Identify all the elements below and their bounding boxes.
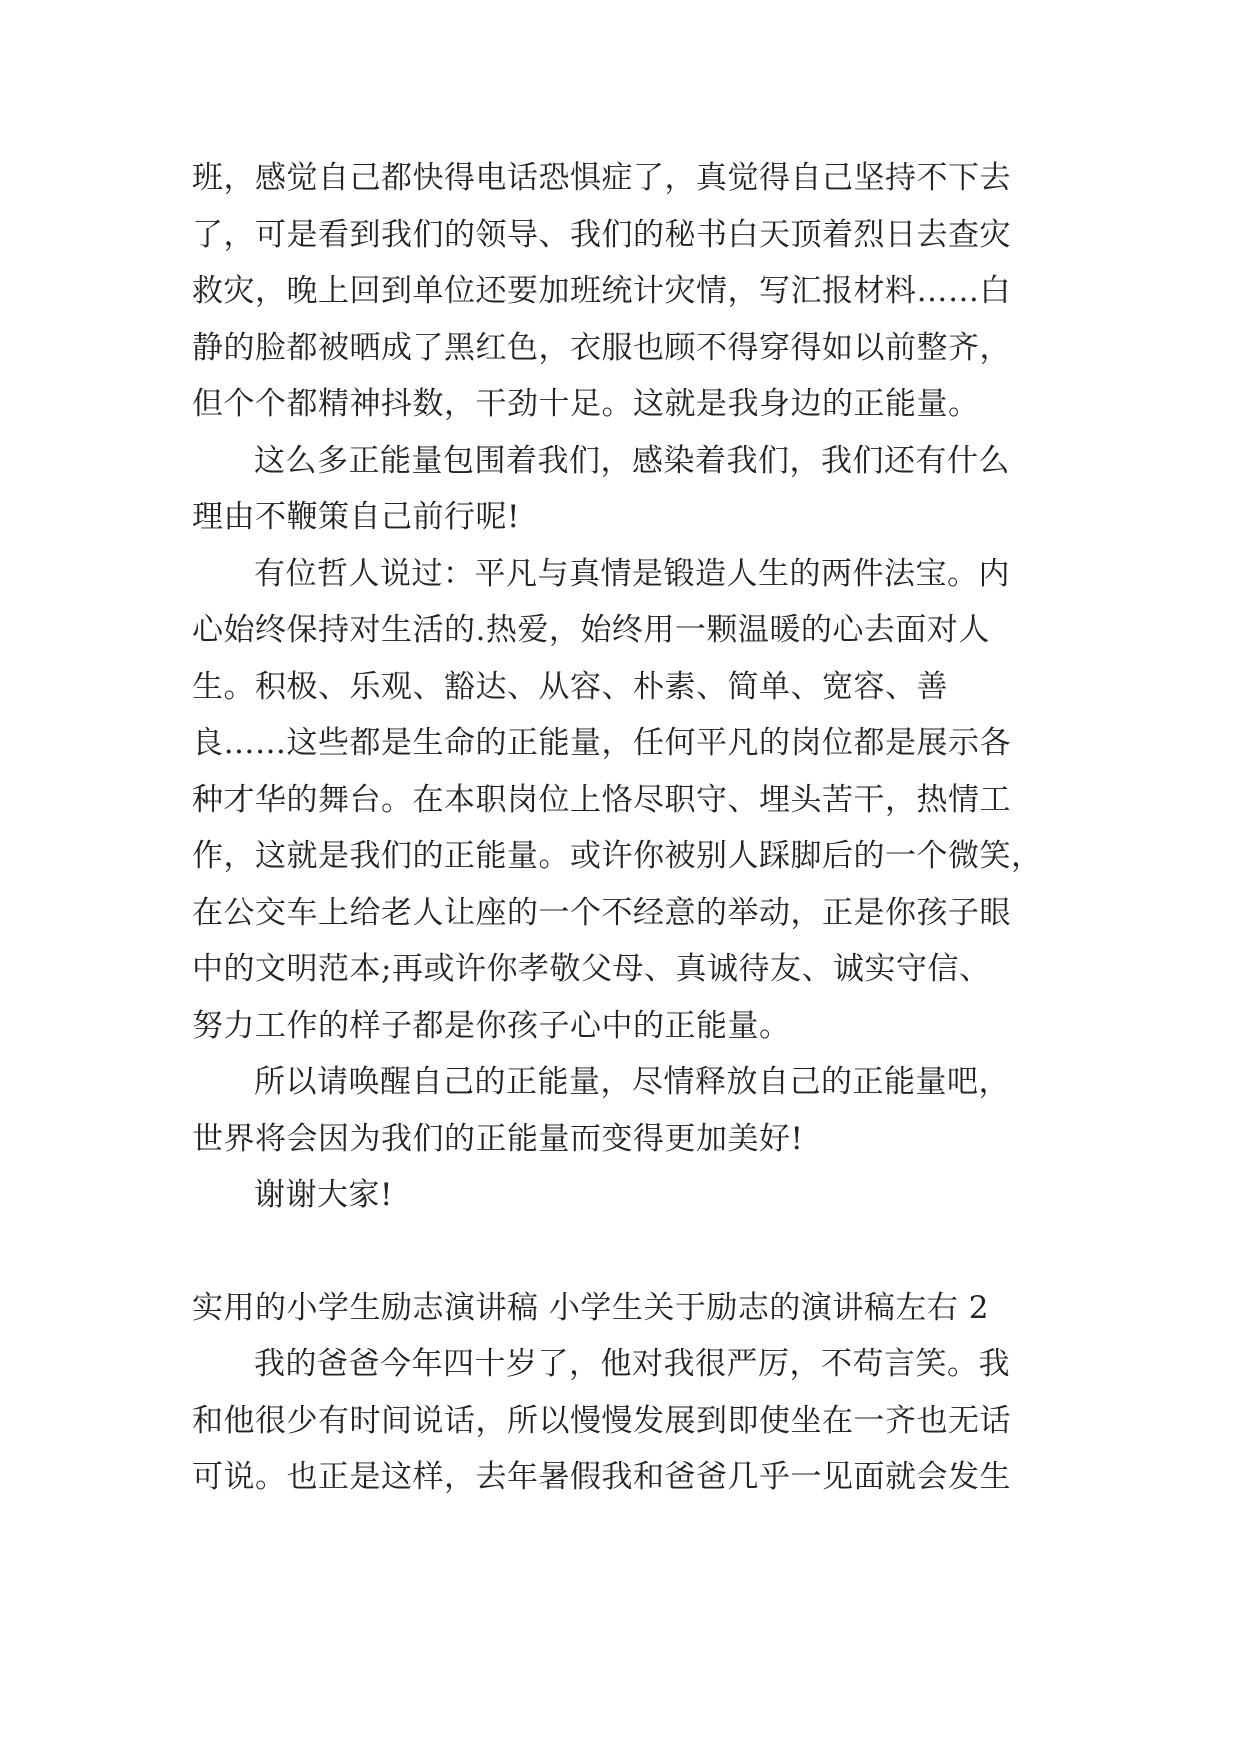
text-line: 在公交车上给老人让座的一个不经意的举动，正是你孩子眼	[192, 894, 1011, 931]
text-line: 但个个都精神抖数，干劲十足。这就是我身边的正能量。	[192, 386, 980, 422]
text-line: 作，这就是我们的正能量。或许你被别人踩脚后的一个微笑，	[192, 838, 1043, 874]
paragraph-awaken	[192, 1054, 1054, 1167]
text-line: 所以请唤醒自己的正能量，尽情释放自己的正能量吧，	[254, 1064, 1010, 1100]
text-line: 班，感觉自己都快得电话恐惧症了，真觉得自己坚持不下去	[192, 160, 1011, 196]
text-line: 静的脸都被晒成了黑红色，衣服也顾不得穿得如以前整齐，	[192, 329, 1011, 366]
text-line: 和他很少有时间说话，所以慢慢发展到即使坐在一齐也无话	[192, 1402, 1011, 1439]
text-line: 有位哲人说过：平凡与真情是锻造人生的两件法宝。内	[254, 555, 1010, 592]
text-line: 世界将会因为我们的正能量而变得更加美好!	[192, 1120, 804, 1157]
text-line: 种才华的舞台。在本职岗位上恪尽职守、埋头苦干，热情工	[192, 781, 1011, 818]
text-line: 生。积极、乐观、豁达、从容、朴素、简单、宽容、善	[192, 668, 948, 705]
text-line: 中的文明范本;再或许你孝敬父母、真诚待友、诚实守信、	[192, 951, 991, 987]
text-line: 努力工作的样子都是你孩子心中的正能量。	[192, 1007, 791, 1044]
text-line: 良……这些都是生命的正能量，任何平凡的岗位都是展示各	[192, 725, 1011, 761]
text-line: 理由不鞭策自己前行呢!	[192, 499, 520, 535]
paragraph-philosopher	[192, 546, 1054, 1055]
text-line: 心始终保持对生活的.热爱，始终用一颗温暖的心去面对人	[192, 612, 990, 648]
paragraph-father	[192, 1336, 1054, 1506]
paragraph-encouragement	[192, 433, 1054, 546]
text-line: 救灾，晚上回到单位还要加班统计灾情，写汇报材料……白	[192, 273, 1011, 309]
text-line: 了，可是看到我们的领导、我们的秘书白天顶着烈日去查灾	[192, 216, 1011, 253]
text-line: 这么多正能量包围着我们，感染着我们，我们还有什么	[254, 442, 1010, 479]
closing-thanks: 谢谢大家!	[254, 1177, 393, 1213]
section-title: 实用的小学生励志演讲稿 小学生关于励志的演讲稿左右 2	[192, 1289, 989, 1326]
paragraph-continuation	[192, 150, 1054, 433]
document-page	[192, 150, 1054, 1506]
text-line: 我的爸爸今年四十岁了，他对我很严厉，不苟言笑。我	[254, 1346, 1010, 1382]
text-line: 可说。也正是这样，去年暑假我和爸爸几乎一见面就会发生	[192, 1459, 1011, 1495]
